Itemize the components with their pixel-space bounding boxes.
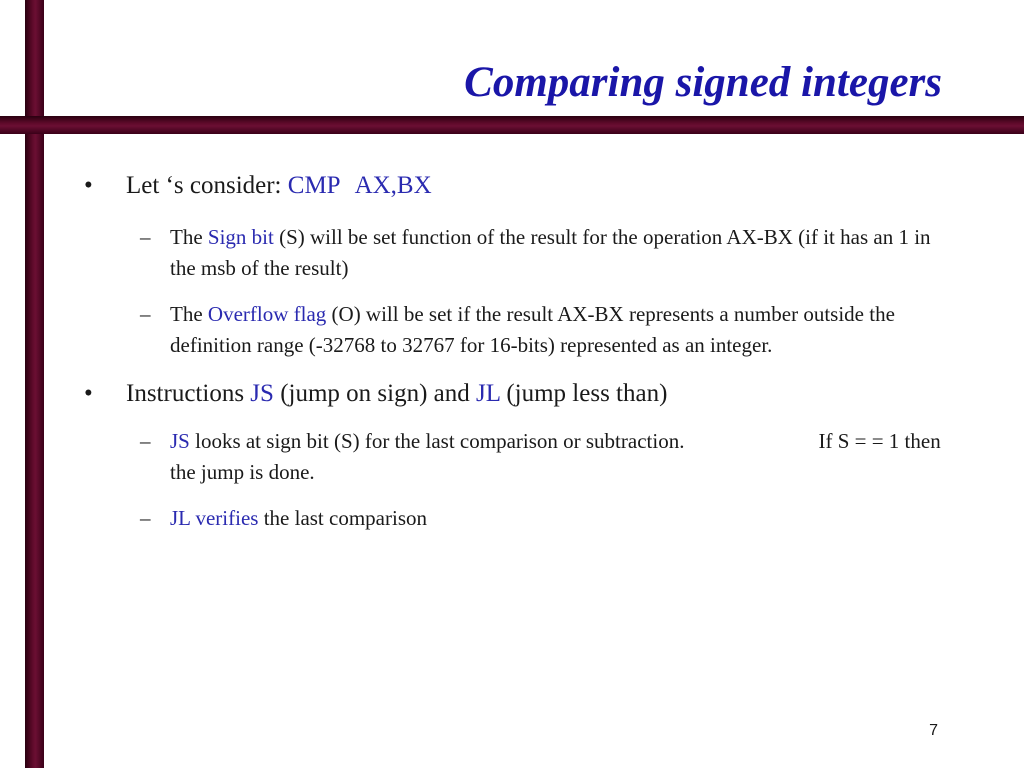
bullet-cmp — [84, 168, 944, 204]
sub-bullet-overflow-flag — [84, 299, 944, 361]
bullet-marker: • — [84, 380, 93, 407]
term-sign-bit: Sign bit — [207, 225, 274, 249]
bullet-text: (jump less than) — [500, 380, 668, 407]
slide-body — [84, 168, 944, 534]
title-underline-bar — [0, 116, 1024, 134]
term-js: JS — [170, 429, 190, 453]
sub-bullet-js — [84, 426, 944, 488]
sub-bullet-marker: – — [140, 506, 151, 530]
term-jl: JL — [476, 380, 501, 407]
term-overflow-flag: Overflow flag — [207, 302, 327, 326]
sub-bullet-jl — [84, 503, 944, 534]
bullet-text: (jump on sign) and — [273, 380, 477, 407]
bullet-text: Let ‘s consider: — [126, 172, 288, 199]
page-number: 7 — [929, 722, 938, 739]
bullet-instructions — [84, 376, 944, 412]
sub-bullet-text: The — [170, 225, 208, 249]
sub-bullet-text: the last comparison — [258, 506, 427, 530]
term-jl-verifies: JL verifies — [170, 506, 259, 530]
sub-bullet-marker: – — [140, 429, 151, 453]
sub-bullet-text: looks at sign bit (S) for the last comparison or subtraction. — [189, 429, 685, 453]
term-js: JS — [250, 380, 274, 407]
sub-bullet-sign-bit — [84, 222, 944, 284]
sub-bullet-text: (O) will be set if the result AX-BX represents a number outside the definition range (-32768 to 32767 for 16-bits) represented as an integer. — [170, 302, 901, 357]
sub-bullet-text: The — [170, 302, 208, 326]
code-cmp: CMP — [287, 172, 341, 199]
sub-bullet-text: (S) will be set function of the result for the operation AX-BX (if it has an 1 in the msb of the result) — [170, 225, 936, 280]
sub-bullet-text: If S = = 1 then the jump is done. — [170, 429, 941, 484]
bullet-text: Instructions — [126, 380, 251, 407]
bullet-marker: • — [84, 172, 93, 199]
code-operands: AX,BX — [354, 172, 432, 199]
slide-title: Comparing signed integers — [464, 59, 942, 106]
sub-bullet-marker: – — [140, 302, 151, 326]
sub-bullet-marker: – — [140, 225, 151, 249]
